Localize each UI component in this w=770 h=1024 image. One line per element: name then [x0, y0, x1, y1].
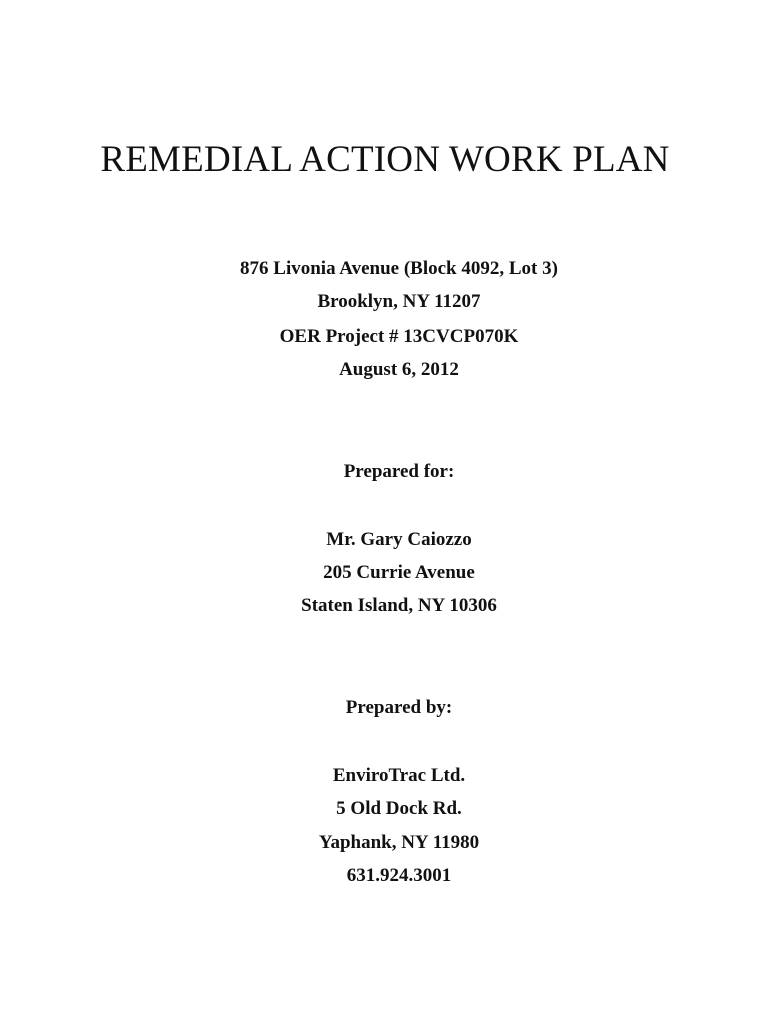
consultant-city: Yaphank, NY 11980 — [318, 832, 480, 853]
document-date: August 6, 2012 — [339, 359, 459, 380]
prepared-by-heading: Prepared by: — [345, 697, 453, 718]
site-address: 876 Livonia Avenue (Block 4092, Lot 3) — [240, 258, 558, 279]
consultant-phone: 631.924.3001 — [346, 865, 452, 886]
consultant-company: EnviroTrac Ltd. — [332, 765, 466, 786]
consultant-street: 5 Old Dock Rd. — [336, 798, 462, 819]
site-city: Brooklyn, NY 11207 — [317, 291, 481, 312]
project-number: OER Project # 13CVCP070K — [279, 326, 519, 347]
client-city: Staten Island, NY 10306 — [301, 595, 497, 616]
prepared-for-heading: Prepared for: — [343, 461, 455, 482]
client-street: 205 Currie Avenue — [323, 562, 475, 583]
document-title: REMEDIAL ACTION WORK PLAN — [100, 139, 670, 180]
client-name: Mr. Gary Caiozzo — [326, 529, 472, 550]
